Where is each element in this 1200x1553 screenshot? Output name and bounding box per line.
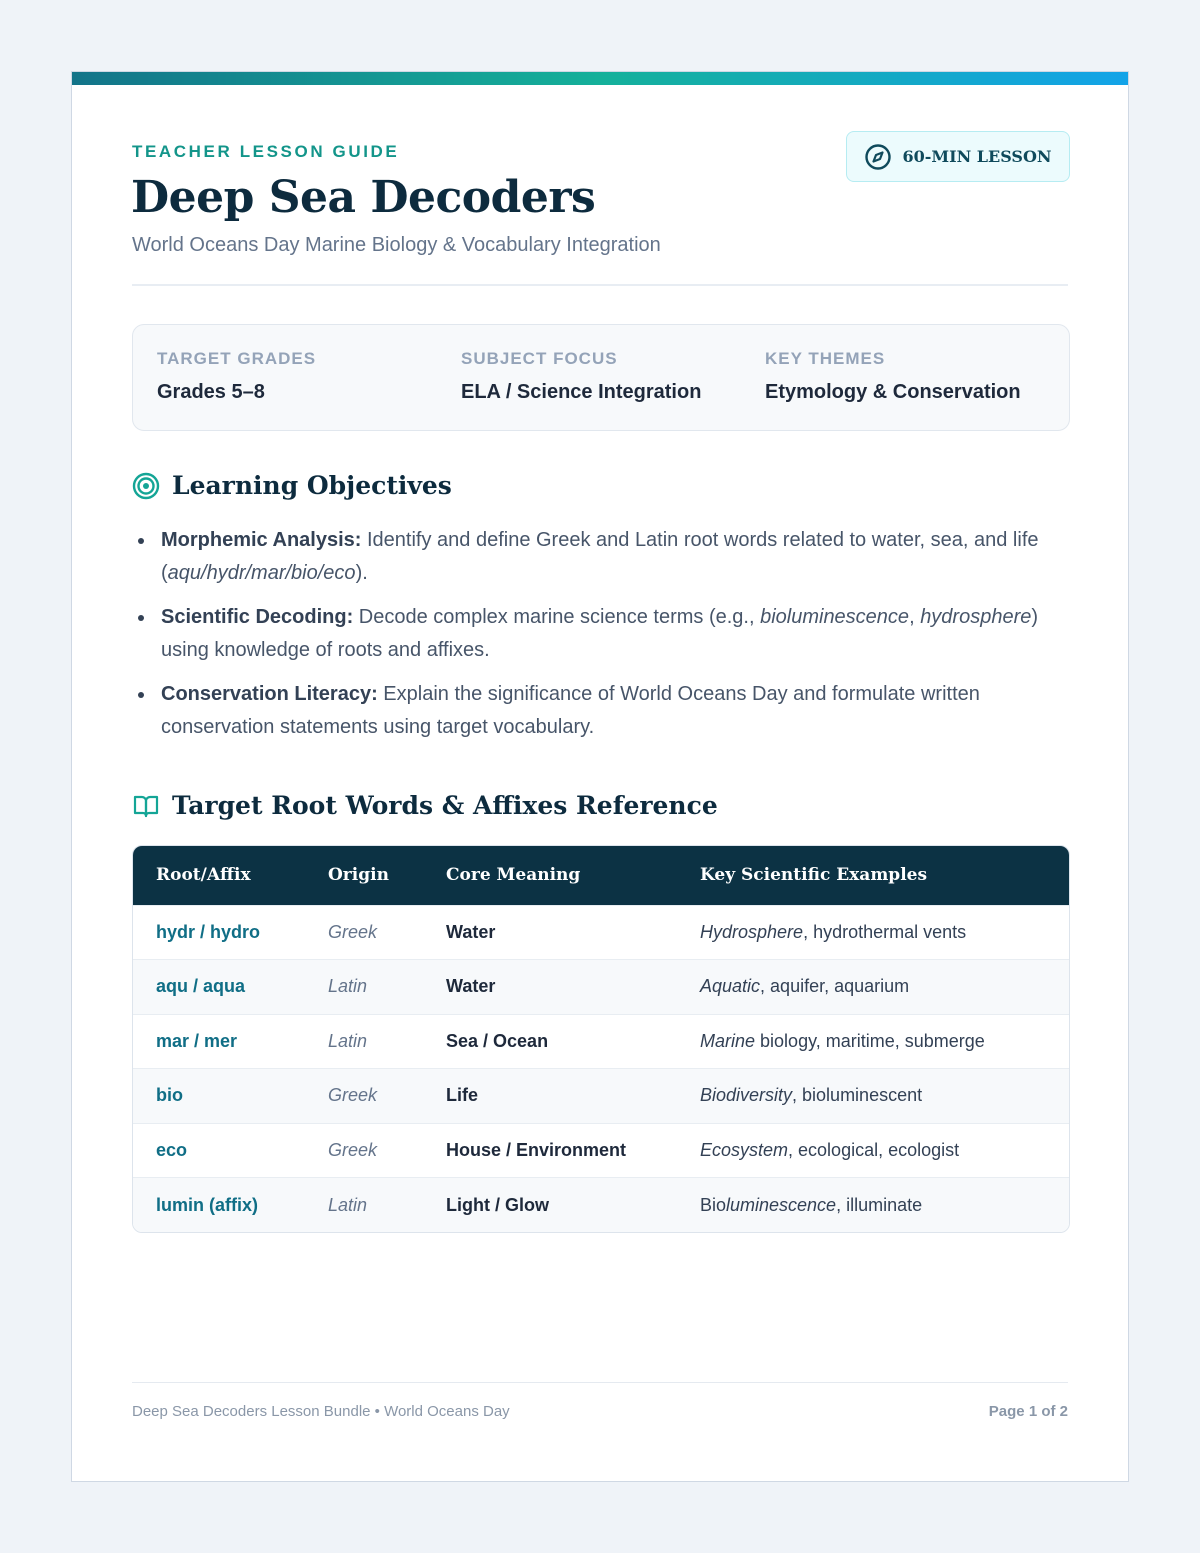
objectives-list — [132, 524, 1070, 755]
column-header: Origin — [328, 865, 389, 886]
origin-cell: Greek — [305, 905, 423, 960]
table-row — [133, 1178, 1069, 1233]
meta-value: Etymology & Conservation — [765, 381, 1021, 403]
compass-icon — [864, 143, 892, 171]
example-italic: Aquatic — [700, 976, 761, 997]
objective-italic: bioluminescence — [760, 606, 910, 628]
origin-cell: Latin — [305, 1014, 423, 1069]
root-cell: lumin (affix) — [133, 1178, 305, 1233]
column-header: Key Scientific Examples — [700, 865, 928, 886]
root-cell: mar / mer — [133, 1014, 305, 1069]
accent-bar — [72, 72, 1128, 85]
origin-cell: Latin — [305, 1178, 423, 1233]
origin-cell: Greek — [305, 1123, 423, 1178]
meaning-cell: Water — [423, 905, 677, 960]
meta-label: KEY THEMES — [765, 349, 886, 368]
section-title: Learning Objectives — [172, 471, 452, 500]
origin-cell: Latin — [305, 960, 423, 1015]
example-text: , bioluminescent — [792, 1085, 923, 1106]
meta-value: ELA / Science Integration — [461, 381, 702, 403]
objective-term: Conservation Literacy: — [161, 683, 378, 705]
page-title: Deep Sea Decoders — [131, 172, 596, 223]
example-italic: Hydrosphere — [700, 921, 804, 942]
footer-text: Deep Sea Decoders Lesson Bundle • World Oceans Day — [132, 1403, 510, 1420]
meaning-cell: House / Environment — [423, 1123, 677, 1178]
table-header-row — [133, 846, 1069, 905]
list-item — [132, 524, 1070, 590]
table-row — [133, 1014, 1069, 1069]
meta-label: SUBJECT FOCUS — [461, 349, 618, 368]
page-number: Page 1 of 2 — [988, 1403, 1068, 1420]
lesson-duration-badge — [846, 131, 1070, 182]
meaning-cell: Water — [423, 960, 677, 1015]
meta-target-grades — [157, 349, 316, 404]
example-italic: Ecosystem — [700, 1139, 789, 1160]
examples-cell — [677, 1014, 1069, 1069]
objective-text: Identify and define Greek and Latin root words related to water, sea, and life ( — [161, 529, 1039, 584]
example-text: , aquifer, aquarium — [760, 976, 910, 997]
list-item — [132, 601, 1070, 667]
badge-label: 60-MIN LESSON — [902, 147, 1052, 166]
example-text: biology, maritime, submerge — [755, 1030, 985, 1051]
meaning-cell: Light / Glow — [423, 1178, 677, 1233]
root-words-table — [132, 845, 1070, 1233]
meta-subject-focus — [461, 349, 701, 404]
table-row — [133, 1069, 1069, 1124]
column-header: Core Meaning — [446, 865, 581, 886]
example-italic: luminescence — [726, 1194, 837, 1215]
target-icon — [132, 472, 160, 500]
examples-cell — [677, 905, 1069, 960]
root-cell: bio — [133, 1069, 305, 1124]
example-italic: Marine — [700, 1030, 756, 1051]
lesson-page — [71, 71, 1129, 1482]
objective-text: ). — [355, 562, 368, 584]
example-italic: Biodiversity — [700, 1085, 793, 1106]
footer-divider — [132, 1382, 1068, 1383]
objective-italic: aqu/hydr/mar/bio/eco — [167, 562, 356, 584]
eyebrow-label: TEACHER LESSON GUIDE — [132, 142, 400, 161]
meaning-cell: Sea / Ocean — [423, 1014, 677, 1069]
meta-value: Grades 5–8 — [157, 381, 265, 403]
objectives-heading — [132, 471, 452, 500]
list-item — [132, 678, 1070, 744]
examples-cell — [677, 1178, 1069, 1233]
section-title: Target Root Words & Affixes Reference — [172, 791, 718, 820]
examples-cell — [677, 1123, 1069, 1178]
meta-label: TARGET GRADES — [157, 349, 317, 368]
examples-cell — [677, 1069, 1069, 1124]
table-row — [133, 905, 1069, 960]
objective-term: Morphemic Analysis: — [161, 529, 362, 551]
origin-cell: Greek — [305, 1069, 423, 1124]
objective-italic: hydrosphere — [920, 606, 1032, 628]
examples-cell — [677, 960, 1069, 1015]
header-divider — [132, 284, 1068, 286]
column-header: Root/Affix — [156, 865, 251, 886]
example-text: , illuminate — [836, 1194, 923, 1215]
root-cell: hydr / hydro — [133, 905, 305, 960]
example-text: Bio — [700, 1194, 727, 1215]
root-cell: eco — [133, 1123, 305, 1178]
objective-text: ) using knowledge of roots and affixes. — [161, 606, 1039, 661]
page-subtitle: World Oceans Day Marine Biology & Vocabulary Integration — [132, 234, 661, 256]
lesson-meta-card — [132, 324, 1070, 431]
objective-text: , — [909, 606, 921, 628]
meta-key-themes — [765, 349, 1021, 404]
objective-term: Scientific Decoding: — [161, 606, 354, 628]
objective-text: Decode complex marine science terms (e.g., — [353, 606, 761, 628]
objective-text: Explain the significance of World Oceans Day and formulate written conservation statements using target vocabulary. — [161, 683, 980, 738]
table-row — [133, 960, 1069, 1015]
book-open-icon — [132, 792, 160, 820]
example-text: , hydrothermal vents — [803, 921, 967, 942]
meaning-cell: Life — [423, 1069, 677, 1124]
reference-heading — [132, 791, 718, 820]
root-cell: aqu / aqua — [133, 960, 305, 1015]
example-text: , ecological, ecologist — [788, 1139, 960, 1160]
table-row — [133, 1123, 1069, 1178]
